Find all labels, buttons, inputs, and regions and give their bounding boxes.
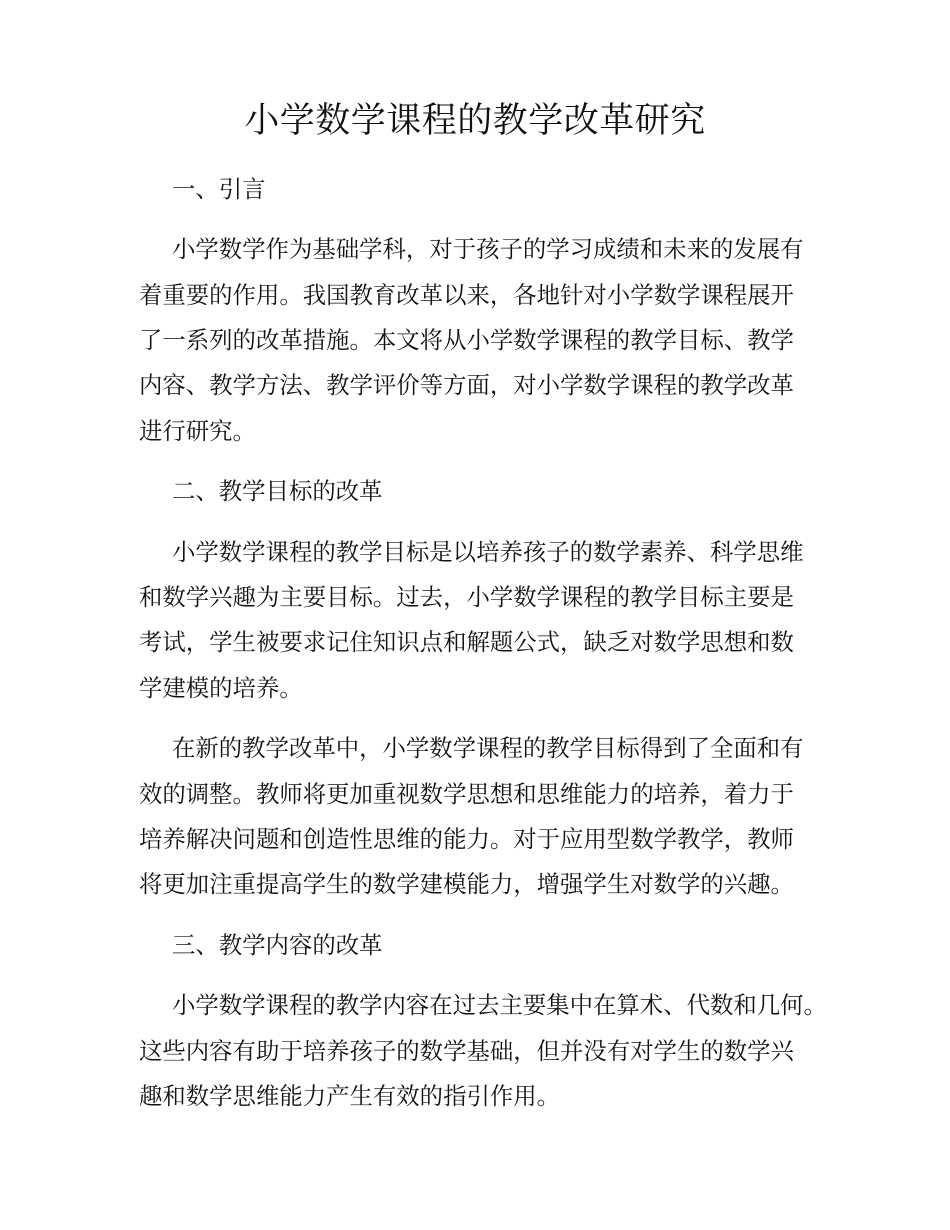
section-heading: 一、引言 xyxy=(172,175,266,203)
paragraph-line: 了一系列的改革措施。本文将从小学数学课程的教学目标、教学 xyxy=(139,326,794,354)
paragraph-line: 小学数学作为基础学科，对于孩子的学习成绩和未来的发展有 xyxy=(172,235,804,263)
document-title: 小学数学课程的教学改革研究 xyxy=(244,101,706,141)
paragraph-line: 趣和数学思维能力产生有效的指引作用。 xyxy=(139,1082,561,1110)
paragraph-line: 和数学兴趣为主要目标。过去，小学数学课程的教学目标主要是 xyxy=(139,583,794,611)
paragraph-line: 进行研究。 xyxy=(139,417,256,445)
paragraph-line: 在新的教学改革中，小学数学课程的教学目标得到了全面和有 xyxy=(172,734,804,762)
paragraph-line: 小学数学课程的教学内容在过去主要集中在算术、代数和几何。 xyxy=(172,991,827,1019)
section-heading: 二、教学目标的改革 xyxy=(172,477,383,505)
paragraph-line: 学建模的培养。 xyxy=(139,674,303,702)
paragraph-line: 培养解决问题和创造性思维的能力。对于应用型数学教学，教师 xyxy=(139,825,794,853)
section-heading: 三、教学内容的改革 xyxy=(172,931,383,959)
paragraph-line: 将更加注重提高学生的数学建模能力，增强学生对数学的兴趣。 xyxy=(139,870,794,898)
paragraph-line: 内容、教学方法、教学评价等方面，对小学数学课程的教学改革 xyxy=(139,371,794,399)
paragraph-line: 考试，学生被要求记住知识点和解题公式，缺乏对数学思想和数 xyxy=(139,628,794,656)
paragraph-line: 效的调整。教师将更加重视数学思想和思维能力的培养，着力于 xyxy=(139,780,794,808)
paragraph-line: 着重要的作用。我国教育改革以来，各地针对小学数学课程展开 xyxy=(139,281,794,309)
paragraph-line: 小学数学课程的教学目标是以培养孩子的数学素养、科学思维 xyxy=(172,538,804,566)
paragraph-line: 这些内容有助于培养孩子的数学基础，但并没有对学生的数学兴 xyxy=(139,1037,794,1065)
